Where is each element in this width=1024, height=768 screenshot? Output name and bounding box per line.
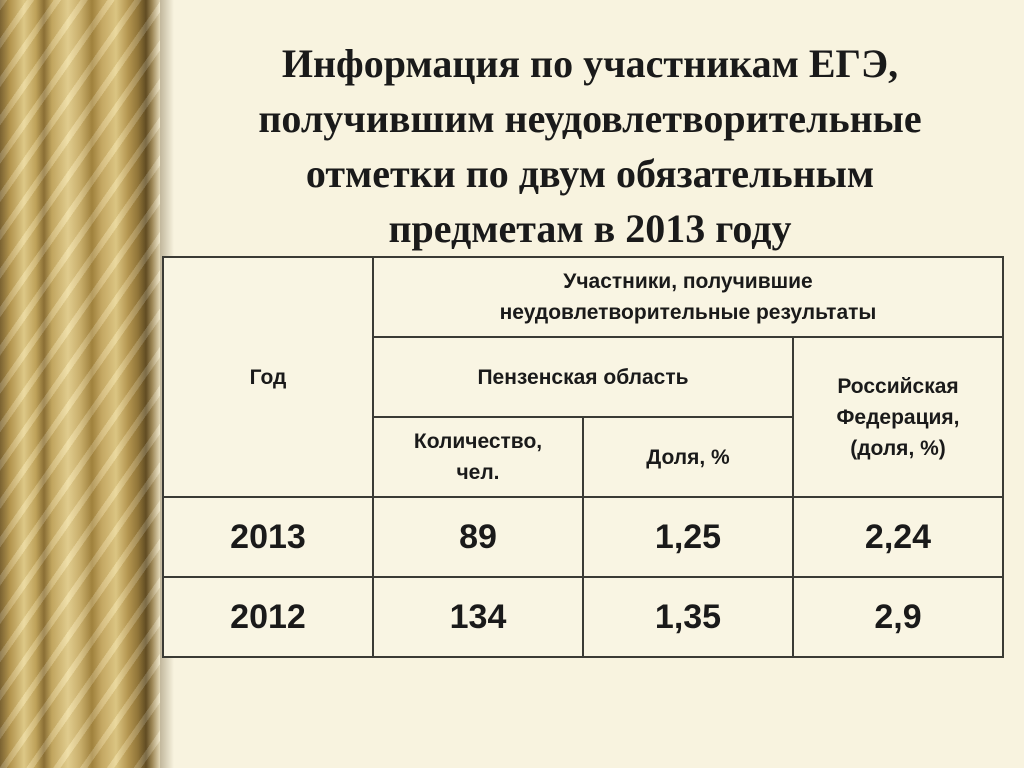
cell-rf-share: 2,24 [793,497,1003,577]
count-header-line: чел. [456,461,500,484]
table-row [163,577,1003,657]
cell-rf-share: 2,9 [793,577,1003,657]
cell-count: 89 [373,497,583,577]
cell-share: 1,25 [583,497,793,577]
results-table [162,256,1004,658]
title-line: предметам в 2013 году [388,206,792,251]
slide-title [170,36,1010,256]
count-header-line: Количество, [413,430,543,453]
rf-header [793,337,1003,497]
cell-year: 2012 [163,577,373,657]
count-header [373,417,583,497]
group-header [373,257,1003,337]
title-line: отметки по двум обязательным [305,151,875,196]
table-row [163,497,1003,577]
group-header-line: Участники, получившие [563,270,813,293]
cell-count: 134 [373,577,583,657]
share-header: Доля, % [583,417,793,497]
rf-header-line: Российская [837,374,959,398]
rf-header-line: Федерация, [836,405,960,429]
title-line: получившим неудовлетворительные [258,96,922,141]
decorative-gold-column [0,0,160,768]
group-header-line: неудовлетворительные результаты [499,301,877,324]
cell-share: 1,35 [583,577,793,657]
region-header: Пензенская область [373,337,793,417]
title-line: Информация по участникам ЕГЭ, [281,41,899,86]
cell-year: 2013 [163,497,373,577]
year-header: Год [163,257,373,497]
rf-header-line: (доля, %) [850,436,946,460]
